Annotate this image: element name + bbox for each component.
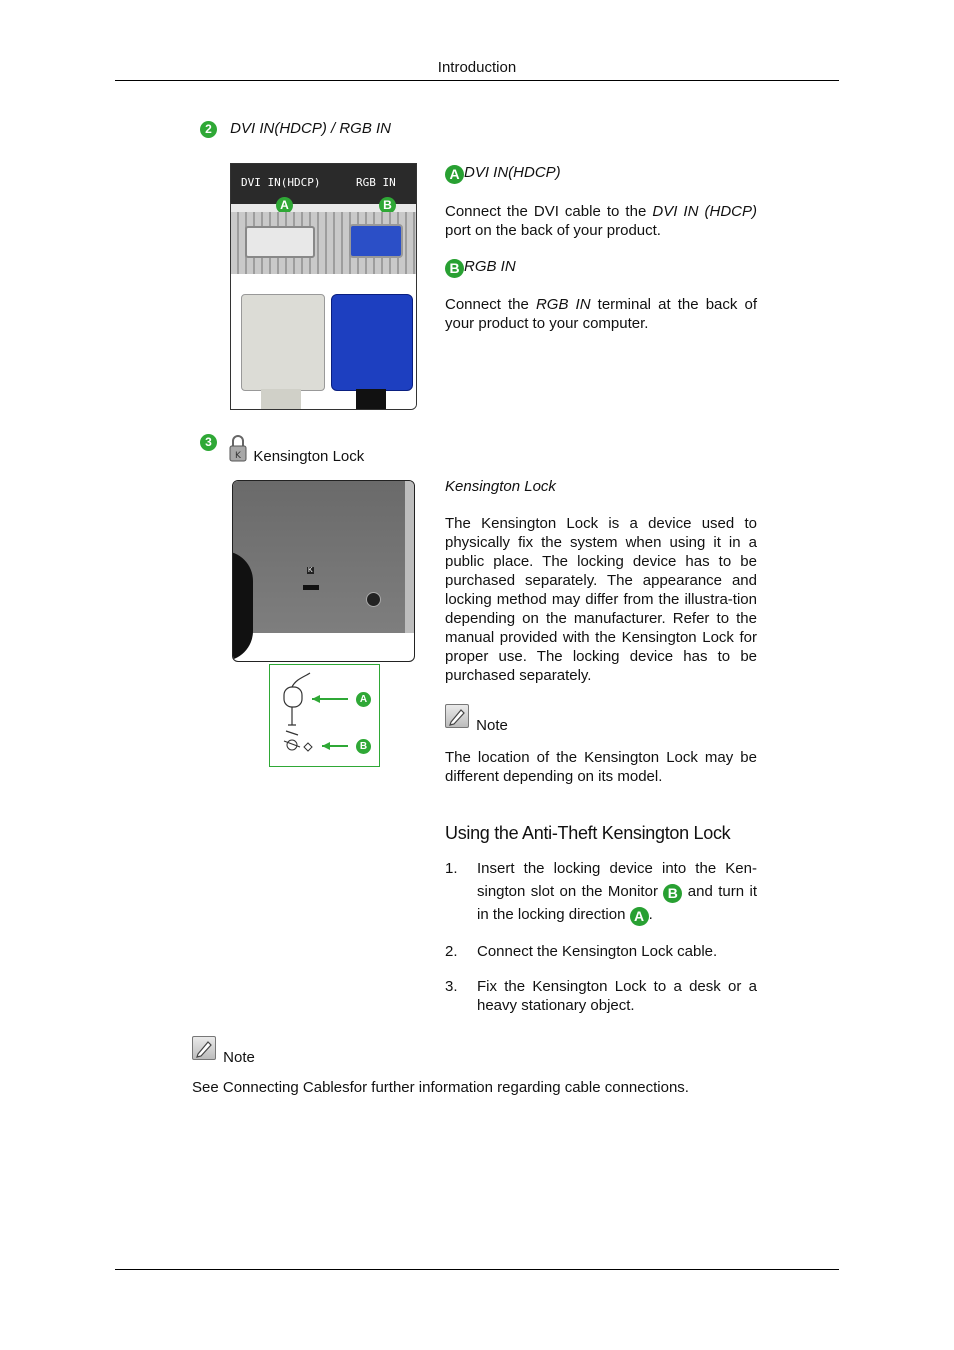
step-number: 1. [445,860,458,877]
item-a-title: DVI IN(HDCP) [464,164,561,181]
section-number-badge: 3 [200,434,217,451]
note-label: Note [476,717,508,734]
kensington-lock-icon [229,434,247,462]
kensington-slot-mark: K [308,567,313,574]
item-b-text-pre: Connect the [445,296,536,313]
kensington-subtitle: Kensington Lock [445,478,556,495]
item-a-text-italic: DVI IN (HDCP) [652,203,757,220]
step-2-text: Connect the Kensington Lock cable. [477,943,718,960]
diagram-badge-b: B [356,739,371,754]
item-b-text-post: terminal at the back of your product to your computer. [445,296,757,332]
item-b-title: RGB IN [464,258,516,275]
note-icon [445,704,469,728]
monitor-back-photo [232,480,415,662]
note-icon [192,1036,216,1060]
step-1-text-a: Insert the locking device into the Ken-sington slot on the Monitor [477,860,757,900]
rgb-port [349,224,403,258]
diagram-badge-a: A [356,692,371,707]
rgb-port-label: RGB IN [356,176,396,189]
port-badge-a: A [276,197,293,214]
dvi-port [245,226,315,258]
screw [366,592,381,607]
dvi-port-label: DVI IN(HDCP) [241,176,321,189]
section-3-title: Kensington Lock [253,448,365,465]
item-a-text [445,202,757,240]
step-1-text-b: and turn it in the locking direction [477,883,757,923]
dvi-rgb-port-photo [230,163,417,410]
badge-a: A [445,165,464,184]
kensington-description: The Kensington Lock is a device used to physically fix the system when using it in a public place. The locking device has to be purchased separately. The appearance and locking method may differ from the illustra-tion depending on the manufacturer. Refer to the manual provided with the Kensington Lock for proper use. The locking device has to be purchased separately. [445,515,757,684]
item-a-text-pre: Connect the DVI cable to the [445,203,653,220]
step-3-text: Fix the Kensington Lock to a desk or a heavy stationary object. [477,978,757,1014]
badge-a: A [630,907,649,926]
page-header: Introduction [437,59,517,76]
note-heading [445,704,508,734]
step-number: 3. [445,978,458,995]
rgb-connector [331,294,413,391]
section-2-title: DVI IN(HDCP) / RGB IN [230,120,392,137]
item-a-heading [445,164,561,184]
anti-theft-heading: Using the Anti-Theft Kensington Lock [445,823,731,843]
steps-list [445,857,757,1031]
port-badge-b: B [379,197,396,214]
item-b-text-italic: RGB IN [535,296,591,313]
step-1-text-c: . [648,906,653,923]
section-2-heading [200,120,391,138]
badge-b: B [445,259,464,278]
step-3 [445,977,757,1015]
step-number: 2. [445,943,458,960]
footer-rule [115,1269,839,1270]
note-text: The location of the Kensington Lock may be different depending on its model. [445,749,757,785]
svg-text:K: K [235,451,242,461]
section-3-heading [200,434,364,464]
dvi-connector [241,294,325,391]
step-1 [445,857,757,926]
section-number-badge: 2 [200,121,217,138]
bottom-note-heading [192,1036,255,1066]
kensington-slot [303,585,319,590]
lock-diagram [269,664,380,767]
header-rule [115,80,839,81]
item-b-text [445,295,757,333]
step-2 [445,942,757,961]
bottom-note-text: See Connecting Cablesfor further information regarding cable connections. [192,1079,689,1096]
badge-b: B [663,884,682,903]
bottom-note-label: Note [223,1049,255,1066]
item-a-text-post: port on the back of your product. [445,222,661,239]
item-b-heading [445,258,516,278]
